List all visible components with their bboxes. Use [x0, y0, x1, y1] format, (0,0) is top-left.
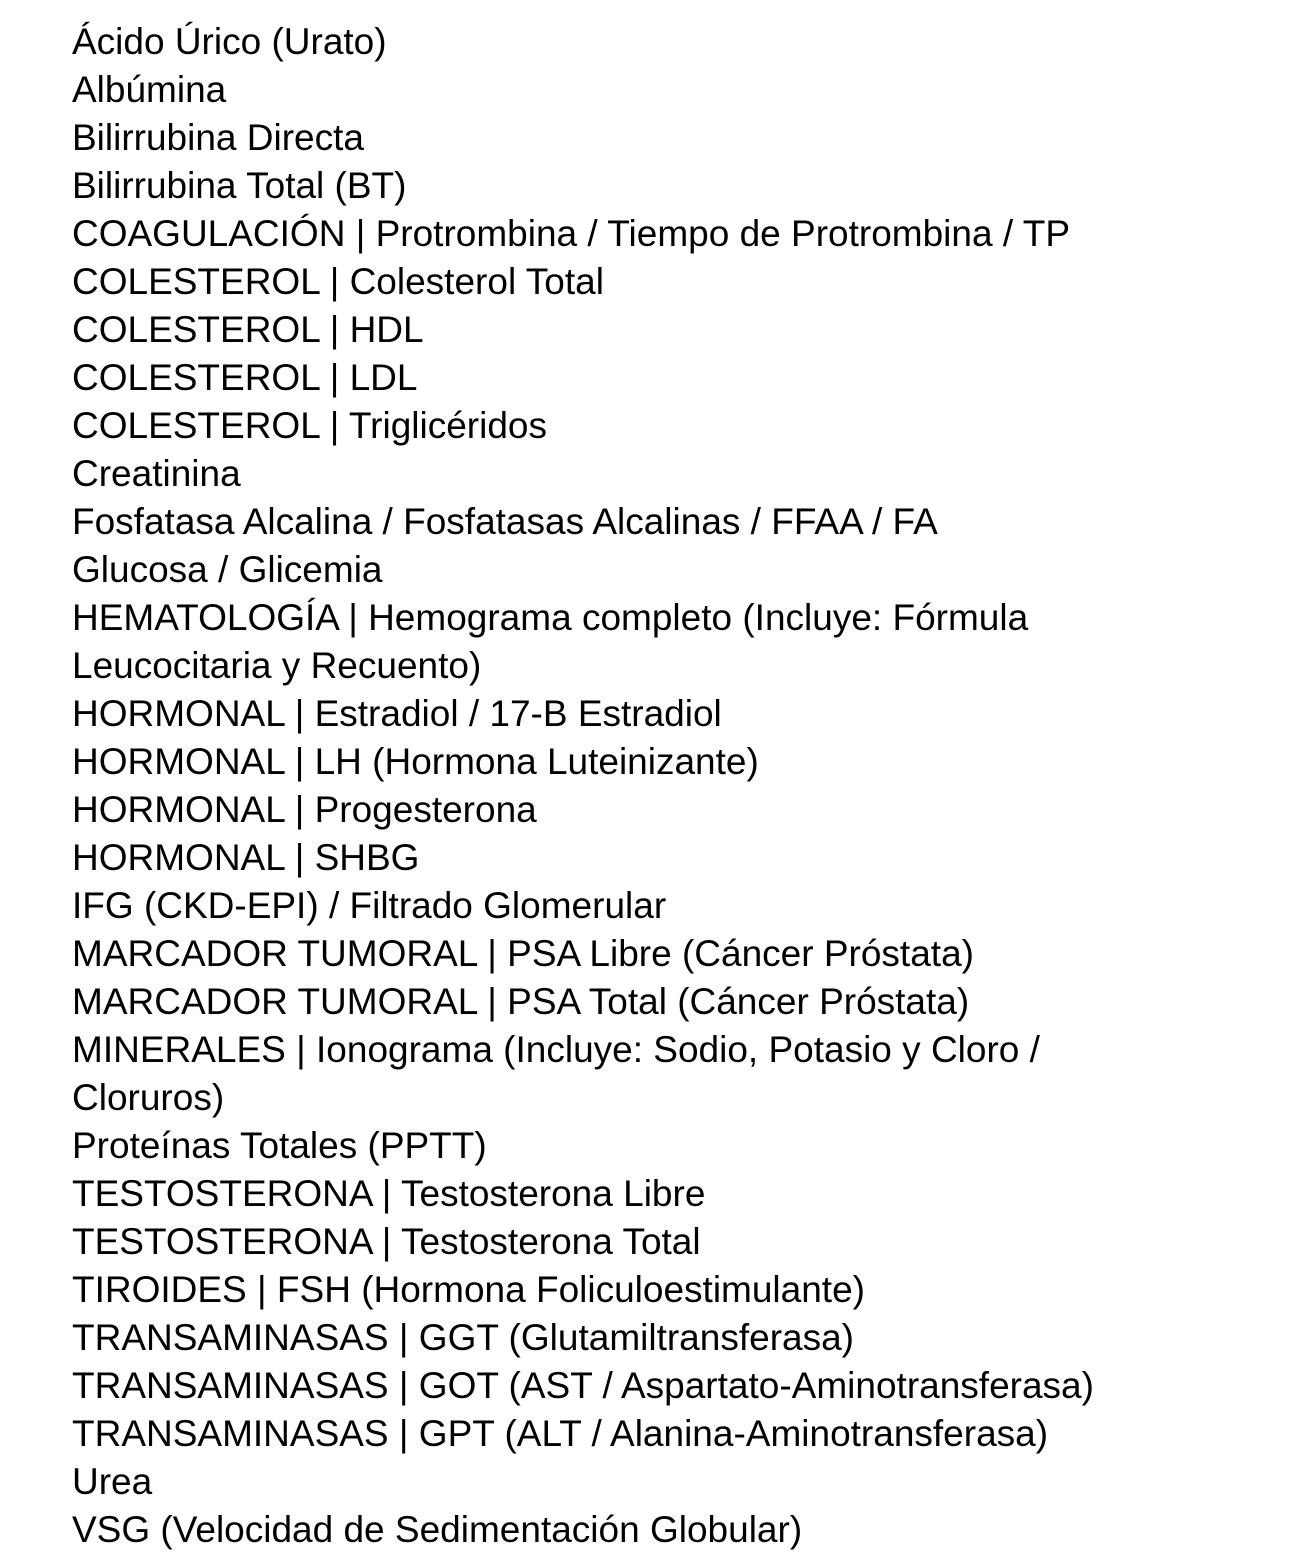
list-item: Ácido Úrico (Urato): [72, 21, 387, 62]
list-item: MARCADOR TUMORAL | PSA Total (Cáncer Próstata): [72, 981, 970, 1022]
list-item: COLESTEROL | HDL: [72, 309, 424, 350]
list-item: MARCADOR TUMORAL | PSA Libre (Cáncer Próstata): [72, 933, 974, 974]
list-item: VSG (Velocidad de Sedimentación Globular): [72, 1509, 803, 1550]
lab-test-list: [72, 18, 1172, 1554]
list-item: COLESTEROL | LDL: [72, 357, 418, 398]
list-item: Albúmina: [72, 69, 227, 110]
list-item: Fosfatasa Alcalina / Fosfatasas Alcalinas / FFAA / FA: [72, 501, 938, 542]
list-item-continuation: Cloruros): [72, 1077, 225, 1118]
list-item: TIROIDES | FSH (Hormona Foliculoestimulante): [72, 1269, 865, 1310]
list-item-continuation: Leucocitaria y Recuento): [72, 645, 482, 686]
list-item: COAGULACIÓN | Protrombina / Tiempo de Protrombina / TP: [72, 213, 1071, 254]
list-item: IFG (CKD-EPI) / Filtrado Glomerular: [72, 885, 667, 926]
list-item: HORMONAL | Estradiol / 17-B Estradiol: [72, 693, 722, 734]
list-item: Urea: [72, 1461, 153, 1502]
list-item: Bilirrubina Directa: [72, 117, 364, 158]
list-item: COLESTEROL | Colesterol Total: [72, 261, 604, 302]
list-item: HORMONAL | Progesterona: [72, 789, 537, 830]
list-item: TESTOSTERONA | Testosterona Total: [72, 1221, 701, 1262]
list-item: TESTOSTERONA | Testosterona Libre: [72, 1173, 706, 1214]
list-item: TRANSAMINASAS | GPT (ALT / Alanina-Aminotransferasa): [72, 1413, 1049, 1454]
list-item: Proteínas Totales (PPTT): [72, 1125, 487, 1166]
list-item: MINERALES | Ionograma (Incluye: Sodio, Potasio y Cloro /: [72, 1029, 1040, 1070]
list-item: HORMONAL | LH (Hormona Luteinizante): [72, 741, 759, 782]
list-item: TRANSAMINASAS | GOT (AST / Aspartato-Aminotransferasa): [72, 1365, 1094, 1406]
list-item: Bilirrubina Total (BT): [72, 165, 407, 206]
list-item: Creatinina: [72, 453, 241, 494]
list-item: Glucosa / Glicemia: [72, 549, 383, 590]
list-item: HORMONAL | SHBG: [72, 837, 420, 878]
list-item: HEMATOLOGÍA | Hemograma completo (Incluye: Fórmula: [72, 597, 1029, 638]
list-item: COLESTEROL | Triglicéridos: [72, 405, 547, 446]
list-item: TRANSAMINASAS | GGT (Glutamiltransferasa): [72, 1317, 854, 1358]
